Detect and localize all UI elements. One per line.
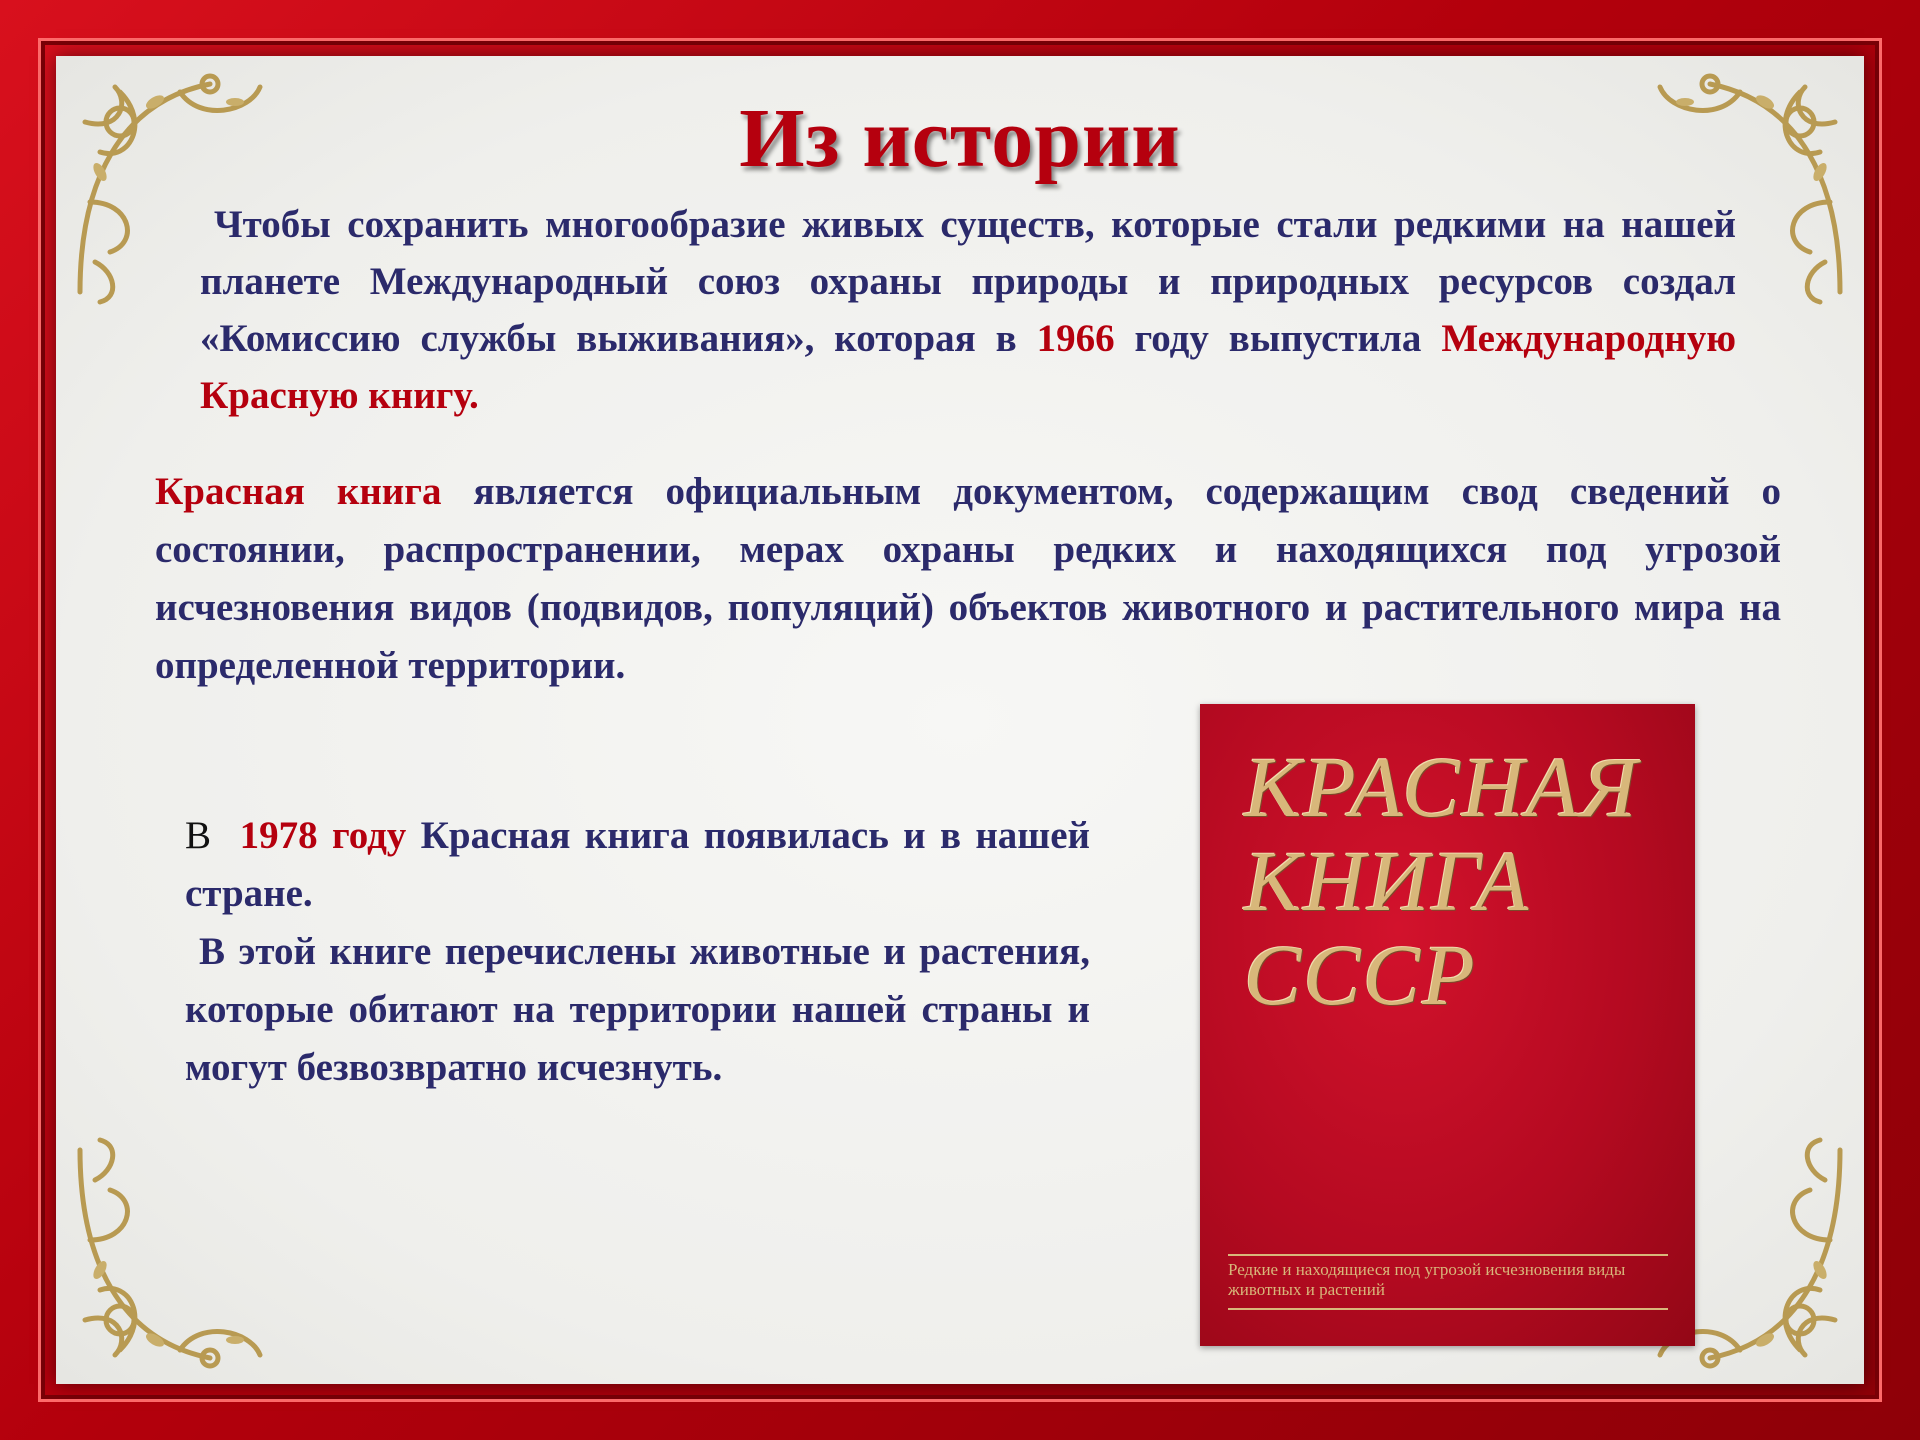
ussr-sentence-2: В этой книге перечислены животные и растения, которые обитают на территории нашей страны и могут безвозвратно исчезнуть. <box>185 930 1090 1089</box>
book-rule-bottom <box>1228 1308 1668 1310</box>
year-1978: 1978 году <box>239 814 407 857</box>
year-1966: 1966 <box>1036 317 1115 360</box>
definition-paragraph <box>155 463 1781 695</box>
ussr-paragraph <box>185 807 1090 1097</box>
ussr-sentence-1 <box>185 807 1090 923</box>
book-title-line-3: СССР <box>1244 927 1477 1023</box>
gold-floral-corner-icon <box>60 1130 310 1380</box>
book-title-line-2: КНИГА <box>1244 833 1531 929</box>
intro-text-mid: году выпустила <box>1114 317 1442 360</box>
ussr-text-1: Красная книга появилась и в нашей стране. <box>185 814 1091 915</box>
book-cover-subtitle: Редкие и находящиеся под угрозой исчезновения виды животных и растений <box>1228 1260 1626 1299</box>
book-rule-top <box>1228 1254 1668 1256</box>
red-book-ussr-cover <box>1200 704 1695 1346</box>
intro-text: Чтобы сохранить многообразие живых существ, которые стали редкими на нашей планете Международный союз охраны природы и природных ресурсов создал «Комиссию службы выживания», которая в <box>200 203 1736 360</box>
international-red-book: Международную Красную книгу. <box>200 317 1736 417</box>
prefix-v: В <box>185 814 212 857</box>
red-book-term: Красная книга <box>155 470 442 513</box>
book-title-line-1: КРАСНАЯ <box>1244 739 1639 835</box>
definition-text: является официальным документом, содержащим свод сведений о состоянии, распространении, мерах охраны редких и находящихся под угрозой исчезновения видов (подвидов, популяций) объектов животного и растительного мира на определенной территории. <box>155 470 1781 687</box>
intro-paragraph <box>200 196 1736 424</box>
slide-title: Из истории <box>739 92 1181 185</box>
book-cover-title <box>1244 740 1684 1022</box>
